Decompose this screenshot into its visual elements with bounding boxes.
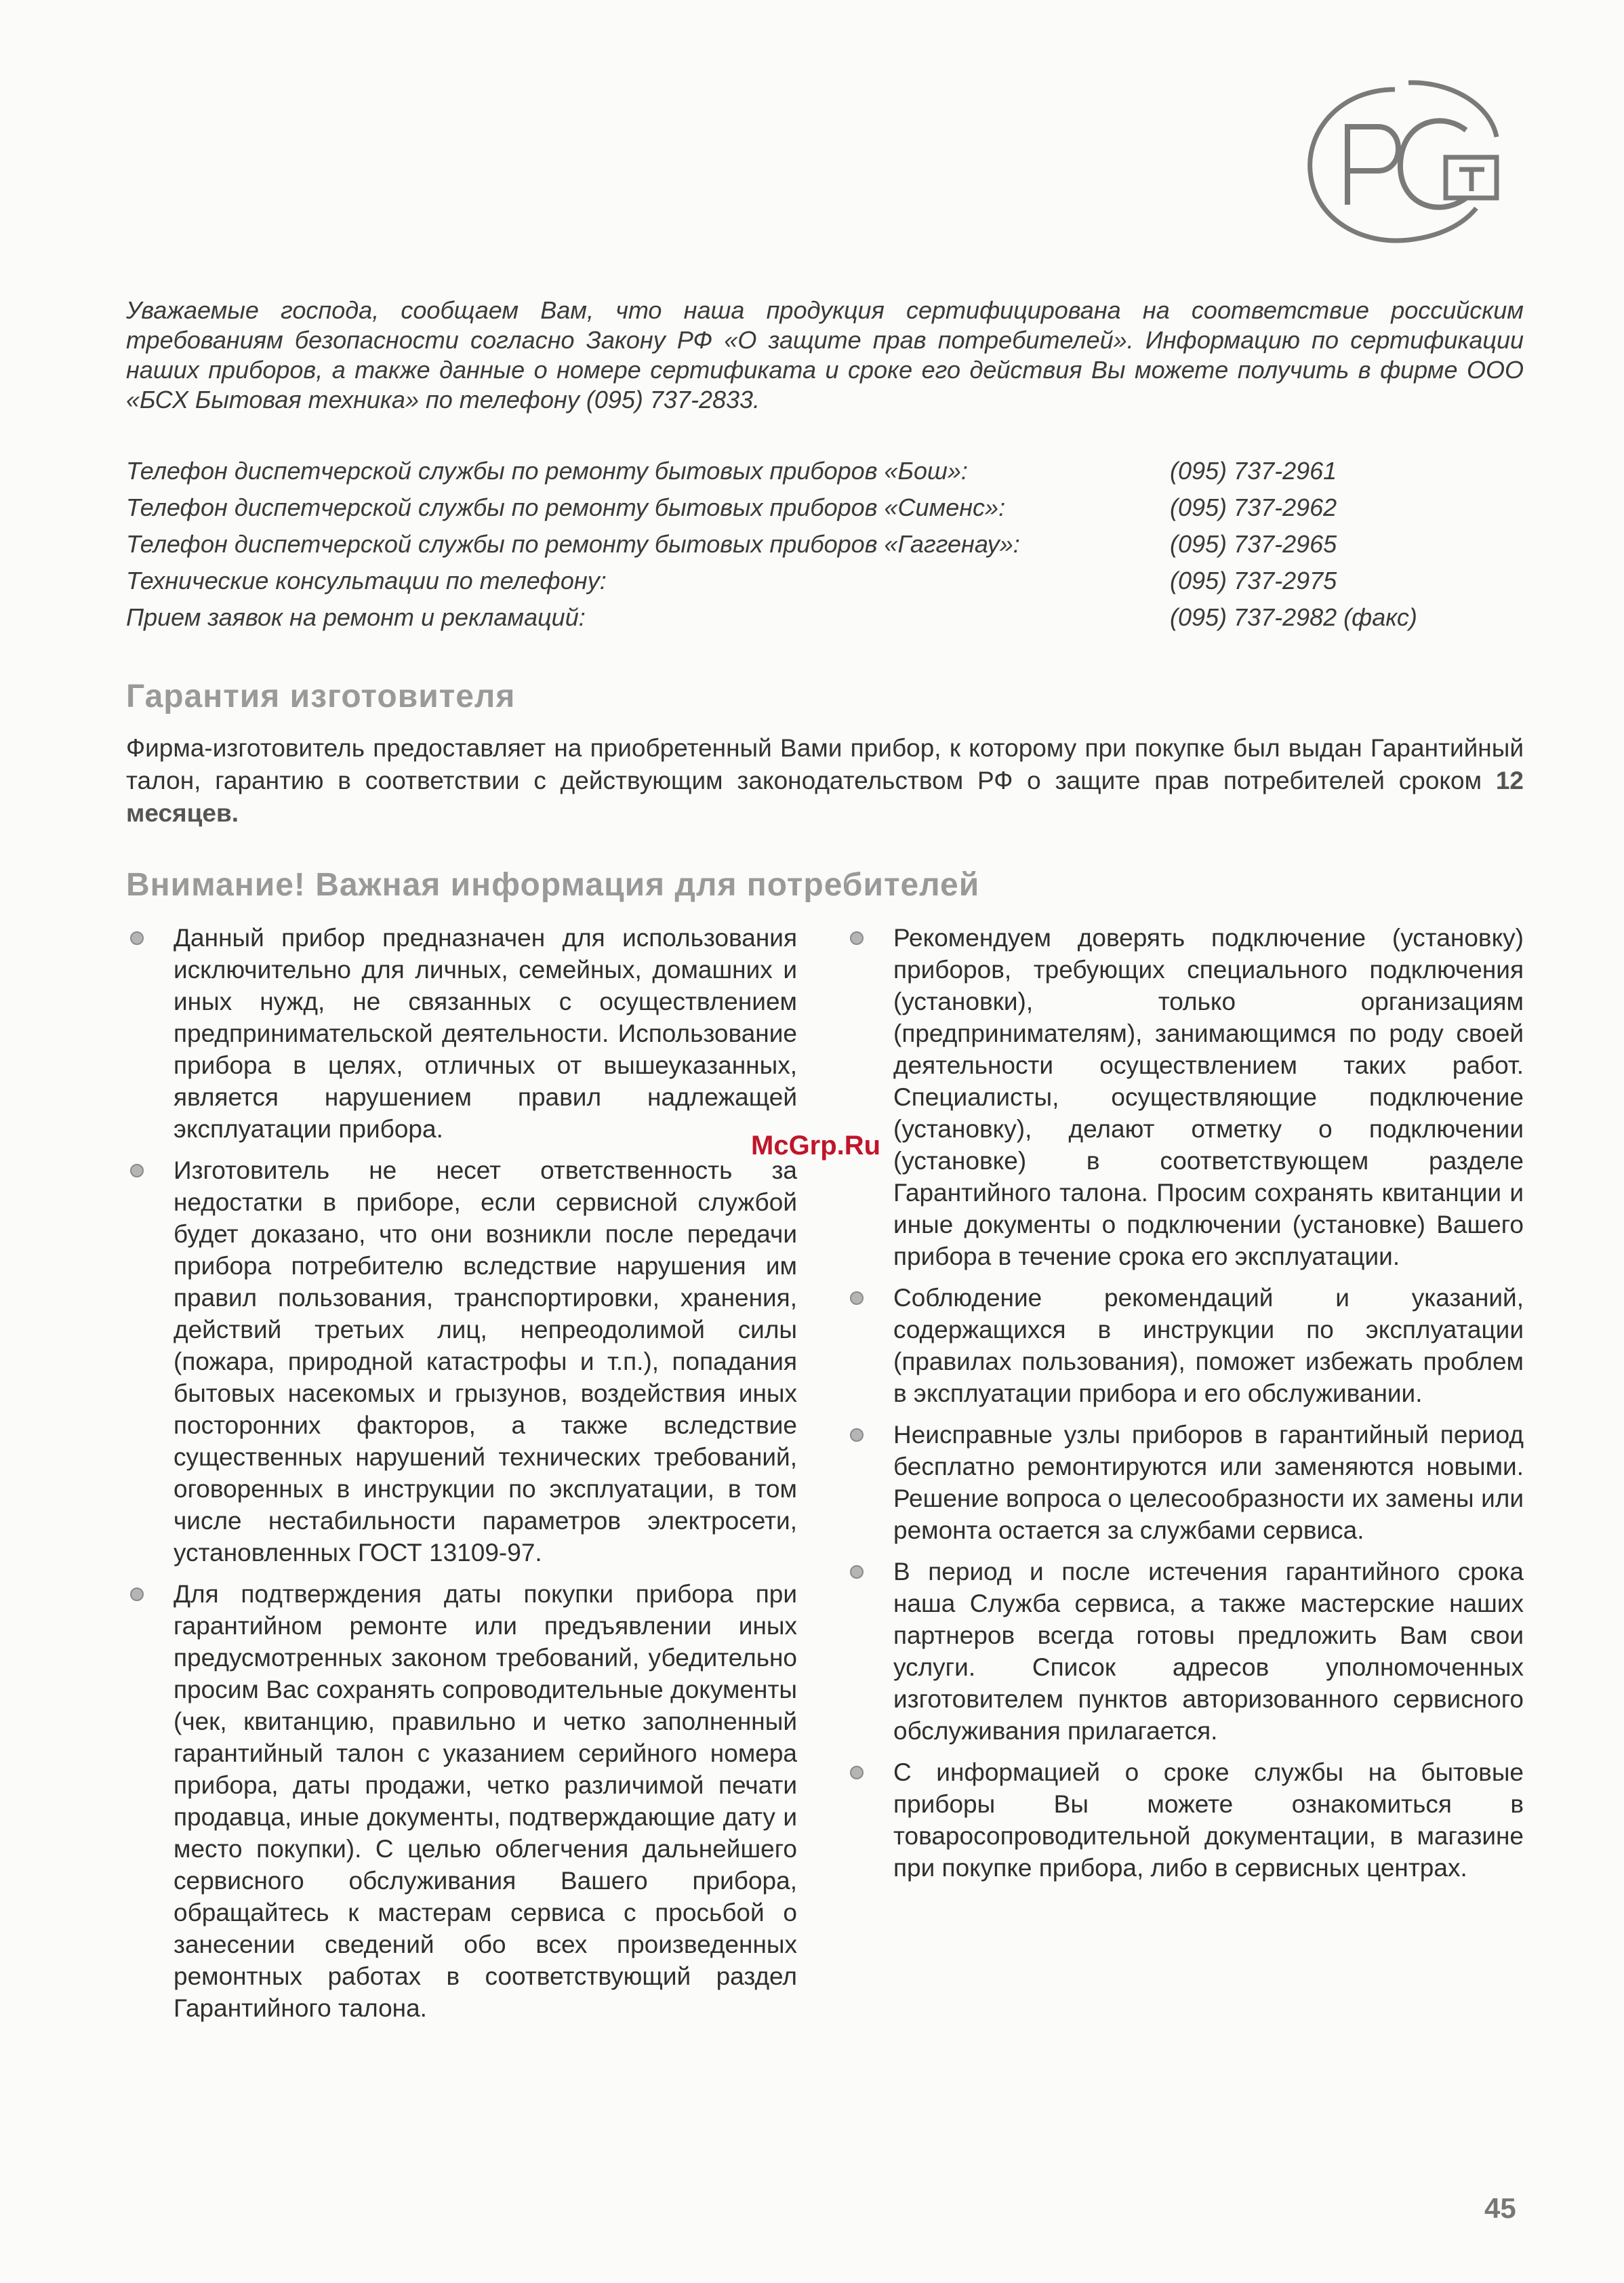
attention-left-column bbox=[126, 922, 797, 2034]
phone-row bbox=[126, 599, 1549, 636]
rst-certification-seal bbox=[1293, 62, 1510, 266]
list-item bbox=[126, 1578, 797, 2024]
attention-right-column bbox=[846, 922, 1524, 1893]
bullet-icon bbox=[130, 1588, 144, 1601]
bullet-icon bbox=[130, 931, 144, 945]
rst-seal-icon bbox=[1293, 62, 1510, 266]
bullet-icon bbox=[850, 1428, 864, 1442]
warranty-term: 12 месяцев. bbox=[126, 767, 1524, 827]
phone-row bbox=[126, 563, 1549, 599]
bullet-icon bbox=[850, 1766, 864, 1779]
attention-heading: Внимание! Важная информация для потребителей bbox=[126, 867, 980, 903]
phone-number: (095) 737-2961 bbox=[1170, 457, 1337, 485]
phone-label: Телефон диспетчерской службы по ремонту бытовых приборов «Бош»: bbox=[126, 457, 968, 485]
list-item bbox=[846, 1282, 1524, 1409]
warranty-text bbox=[126, 732, 1524, 830]
list-item-text: Данный прибор предназначен для использования исключительно для личных, семейных, домашних и иных нужд, не связанных с осуществлением предпринимательской деятельности. Использование прибора в целях, отличных от вышеуказанных, является нарушением правил надлежащей эксплуатации прибора. bbox=[174, 924, 797, 1143]
list-item bbox=[846, 1556, 1524, 1747]
list-item bbox=[846, 1419, 1524, 1546]
phone-number: (095) 737-2965 bbox=[1170, 530, 1337, 558]
phone-number: (095) 737-2962 bbox=[1170, 493, 1337, 521]
phone-number: (095) 737-2982 (факс) bbox=[1170, 603, 1417, 631]
phone-label: Прием заявок на ремонт и рекламаций: bbox=[126, 603, 586, 631]
warranty-body: Фирма-изготовитель предоставляет на приобретенный Вами прибор, к которому при покупке был выдан Гарантийный талон, гарантию в соответствии с действующим законодательством РФ о защите прав потребителей сроком bbox=[126, 734, 1524, 794]
bullet-icon bbox=[130, 1164, 144, 1177]
warranty-heading: Гарантия изготовителя bbox=[126, 679, 516, 714]
phone-row bbox=[126, 526, 1549, 563]
list-item bbox=[126, 922, 797, 1145]
list-item bbox=[846, 922, 1524, 1272]
list-item bbox=[126, 1154, 797, 1569]
list-item-text: Рекомендуем доверять подключение (установку) приборов, требующих специального подключения (установки), только организациям (предпринимателям), занимающимся по роду своей деятельности осуществлением таких работ. Специалисты, осуществляющие подключение (установку), делают отметку о подключении (установке) в соответствующем разделе Гарантийного талона. Просим сохранять квитанции и иные документы о подключении (установке) Вашего прибора в течение срока его эксплуатации. bbox=[893, 924, 1524, 1270]
phone-row bbox=[126, 489, 1549, 526]
phone-label: Телефон диспетчерской службы по ремонту бытовых приборов «Гаггенау»: bbox=[126, 530, 1020, 558]
bullet-icon bbox=[850, 931, 864, 945]
page-number: 45 bbox=[1484, 2192, 1516, 2224]
watermark: McGrp.Ru bbox=[751, 1131, 881, 1160]
list-item-text: С информацией о сроке службы на бытовые приборы Вы можете ознакомиться в товаросопроводительной документации, в магазине при покупке прибора, либо в сервисных центрах. bbox=[893, 1758, 1524, 1882]
certification-intro: Уважаемые господа, сообщаем Вам, что наша продукция сертифицирована на соответствие российским требованиям безопасности согласно Закону РФ «О защите прав потребителей». Информацию по сертификации наших приборов, а также данные о номере сертификата и сроке его действия Вы можете получить в фирме ООО «БСХ Бытовая техника» по телефону (095) 737-2833. bbox=[126, 296, 1524, 413]
list-item-text: Неисправные узлы приборов в гарантийный период бесплатно ремонтируются или заменяются новыми. Решение вопроса о целесообразности их замены или ремонта остается за службами сервиса. bbox=[893, 1421, 1524, 1544]
list-item-text: Для подтверждения даты покупки прибора при гарантийном ремонте или предъявлении иных предусмотренных законом требований, убедительно просим Вас сохранять сопроводительные документы (чек, квитанцию, правильно и четко заполненный гарантийный талон с указанием серийного номера прибора, даты продажи, четко различимой печати продавца, иные документы, подтверждающие дату и место покупки). С целью облегчения дальнейшего сервисного обслуживания Вашего прибора, обращайтесь к мастерам сервиса с просьбой о занесении сведений обо всех произведенных ремонтных работах в соответствующий раздел Гарантийного талона. bbox=[174, 1580, 797, 2022]
bullet-icon bbox=[850, 1291, 864, 1305]
bullet-icon bbox=[850, 1565, 864, 1579]
phone-number: (095) 737-2975 bbox=[1170, 567, 1337, 594]
list-item-text: Изготовитель не несет ответственность за недостатки в приборе, если сервисной службой будет доказано, что они возникли после передачи прибора потребителю вследствие нарушения им правил пользования, транспортировки, хранения, действий третьих лиц, непреодолимой силы (пожара, природной катастрофы и т.п.), попадания бытовых насекомых и грызунов, воздействия иных посторонних факторов, а также вследствие существенных нарушений технических требований, оговоренных в инструкции по эксплуатации, в том числе нестабильности параметров электросети, установленных ГОСТ 13109-97. bbox=[174, 1156, 797, 1567]
list-item-text: В период и после истечения гарантийного срока наша Служба сервиса, а также мастерские наших партнеров всегда готовы предложить Вам свои услуги. Список адресов уполномоченных изготовителем пунктов авторизованного сервисного обслуживания прилагается. bbox=[893, 1558, 1524, 1745]
list-item-text: Соблюдение рекомендаций и указаний, содержащихся в инструкции по эксплуатации (правилах пользования), поможет избежать проблем в эксплуатации прибора и его обслуживании. bbox=[893, 1284, 1524, 1407]
phone-row bbox=[126, 453, 1549, 489]
phone-list bbox=[126, 453, 1549, 636]
phone-label: Телефон диспетчерской службы по ремонту бытовых приборов «Сименс»: bbox=[126, 493, 1006, 521]
phone-label: Технические консультации по телефону: bbox=[126, 567, 607, 594]
list-item bbox=[846, 1756, 1524, 1884]
